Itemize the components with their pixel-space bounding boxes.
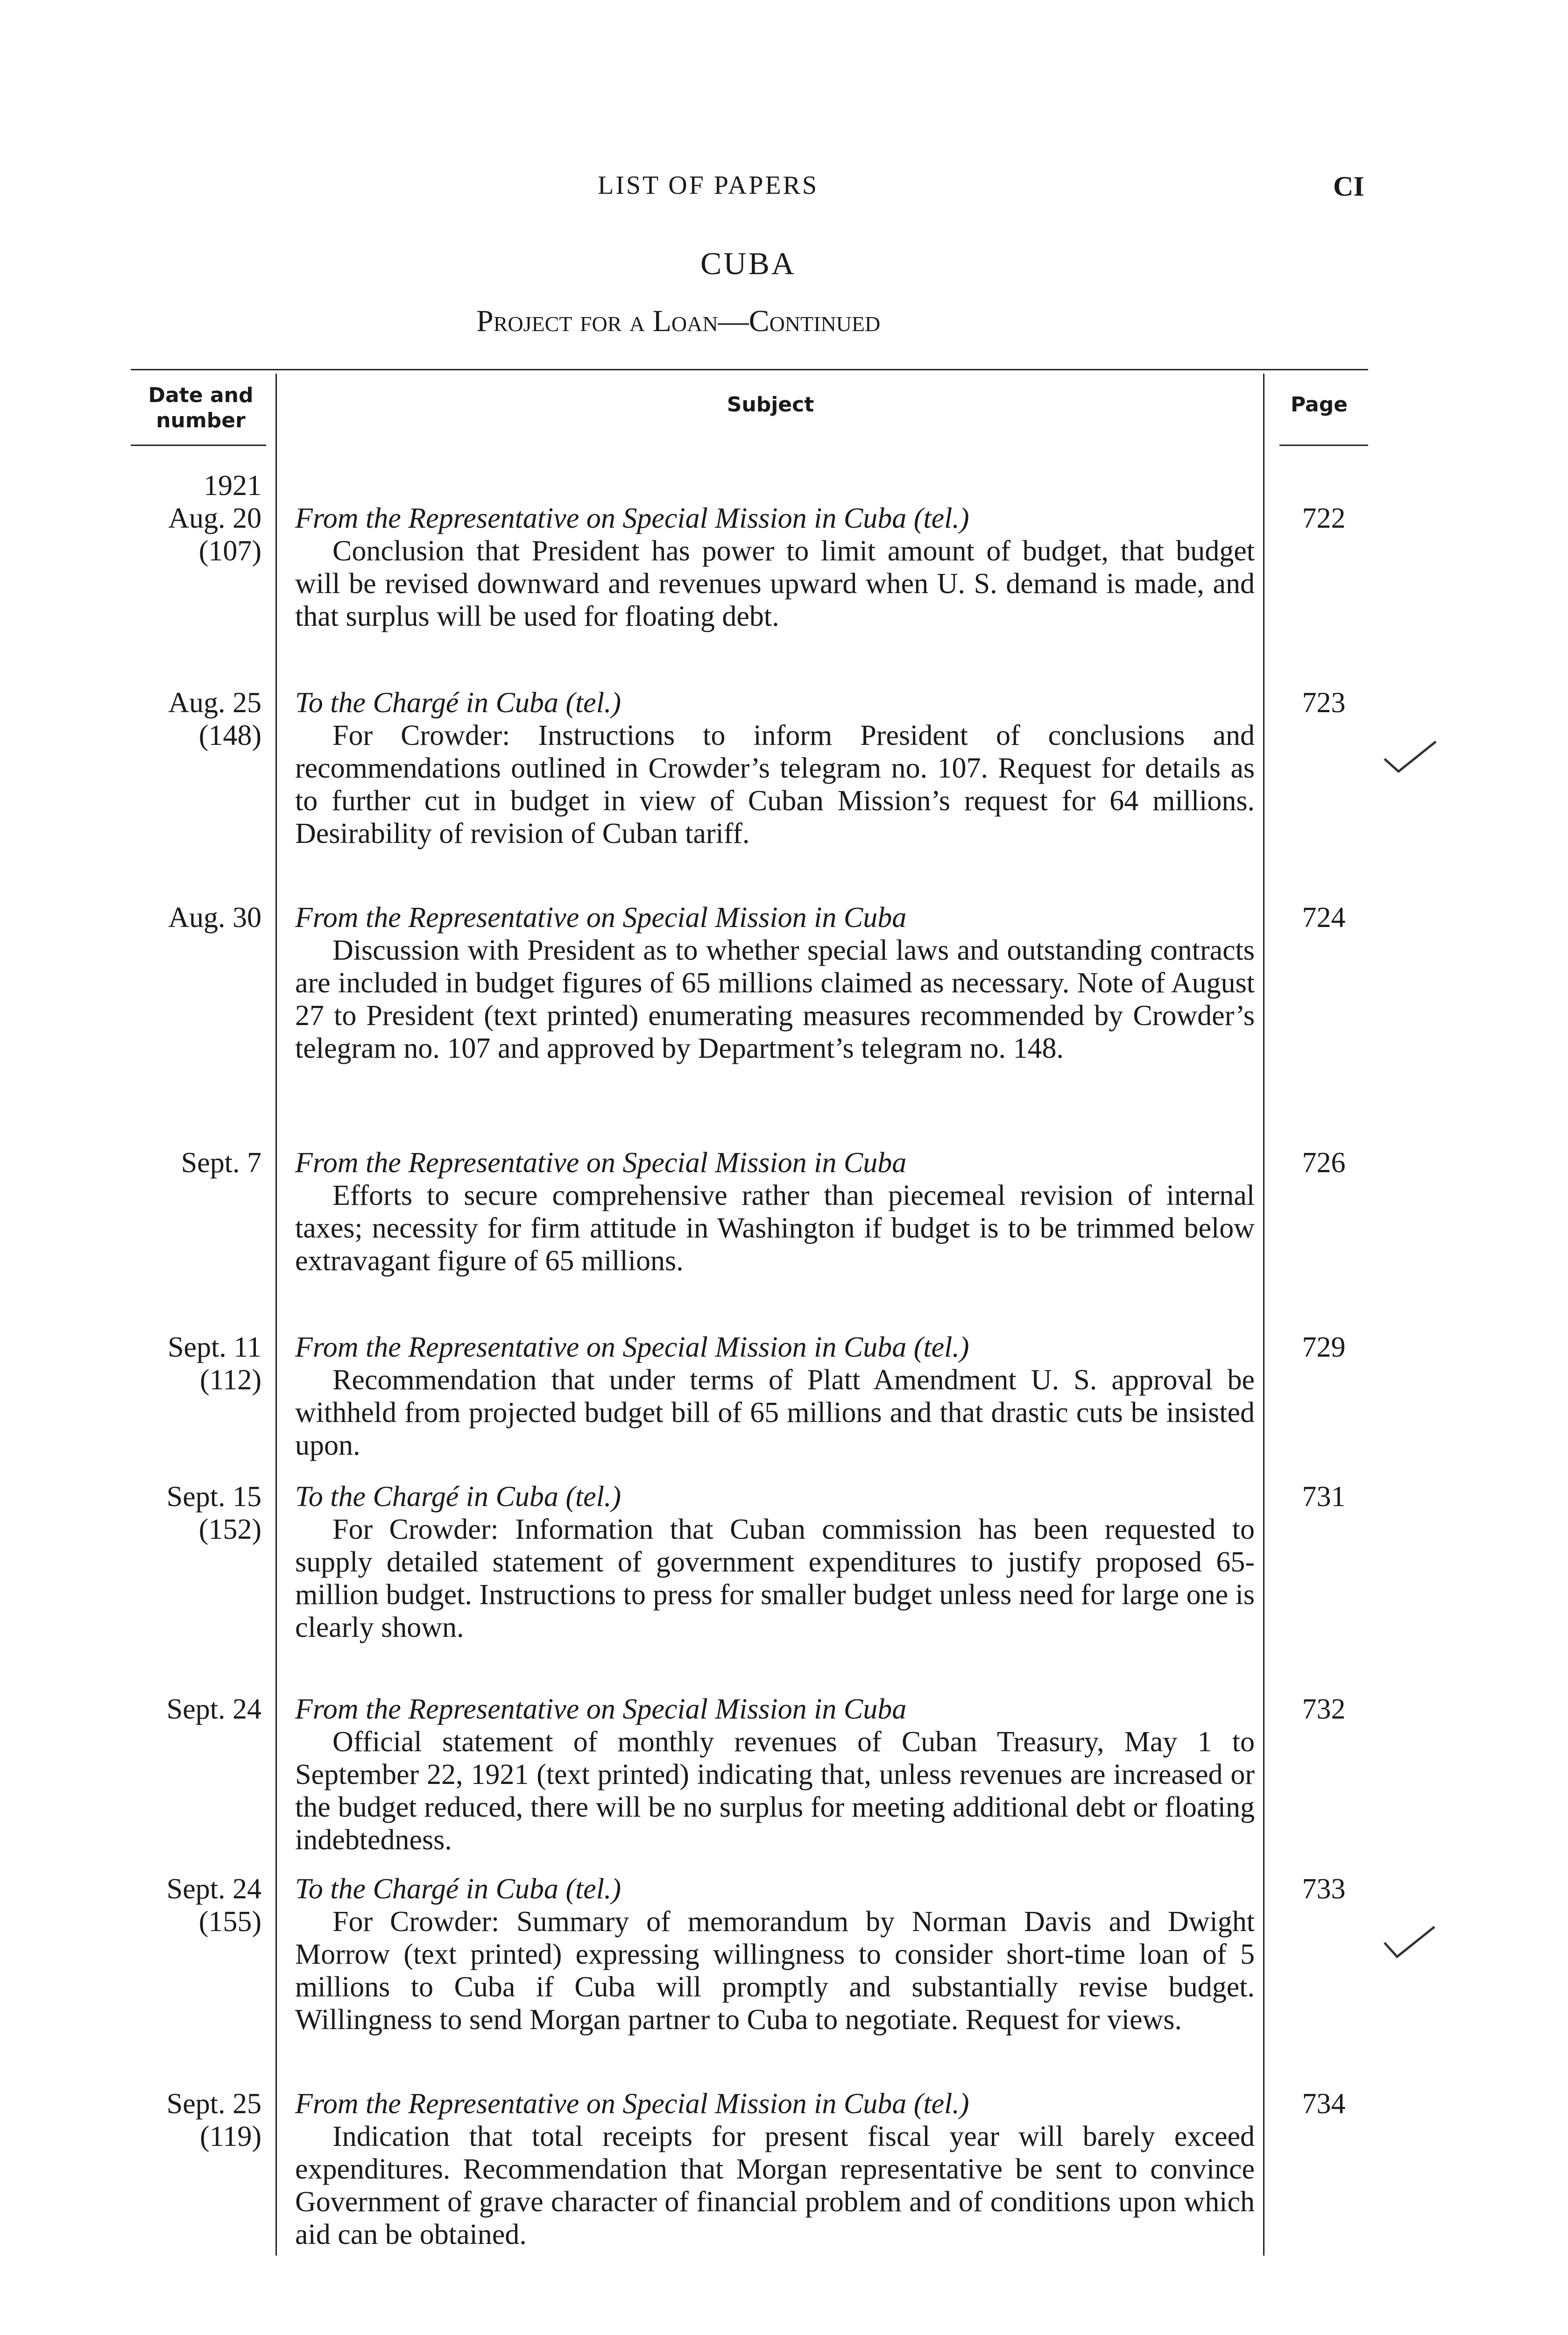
- entry-title: To the Chargé in Cuba (tel.): [295, 687, 622, 719]
- entry-description: For Crowder: Information that Cuban commission has been requested to supply detailed statement of government expenditures to justify proposed 65-million budget. Instructions to press for smaller budget unless need for large one is clearly shown.: [295, 1514, 1255, 1643]
- entry-date-cell: [126, 901, 261, 934]
- entry-date: Sept. 25: [166, 2088, 261, 2120]
- entry-date: Sept. 24: [166, 1873, 261, 1905]
- entry-date-cell: [126, 469, 261, 567]
- entry-date: Aug. 25: [168, 687, 261, 719]
- entry-year: 1921: [204, 470, 261, 502]
- entry-title: From the Representative on Special Mission in Cuba: [295, 902, 907, 934]
- entry-date: Sept. 11: [168, 1331, 261, 1363]
- entry-title: To the Chargé in Cuba (tel.): [295, 1481, 622, 1513]
- entry-title: From the Representative on Special Mission in Cuba (tel.): [295, 1331, 969, 1363]
- entry-page: 734: [1302, 2088, 1346, 2120]
- entry-description: Official statement of monthly revenues of Cuban Treasury, May 1 to September 22, 1921 (text printed) indicating that, unless revenues are increased or the budget reduced, there will be no surplus for meeting additional debt or floating indebtedness.: [295, 1726, 1255, 1856]
- running-head: [0, 170, 1568, 208]
- entry-subject: [295, 686, 1255, 850]
- check-mark-icon: [1382, 1924, 1438, 1961]
- entry-page: 724: [1302, 902, 1346, 934]
- entry-page: 726: [1302, 1147, 1346, 1179]
- entry-subject: [295, 1693, 1255, 1856]
- column-divider-right: [1263, 374, 1264, 2256]
- entry-date-cell: [126, 2087, 261, 2153]
- entry-description: For Crowder: Instructions to inform President of conclusions and recommendations outlined in Crowder’s telegram no. 107. Request for details as to further cut in budget in view of Cuban Mission’s request for 64 millions. Desirability of revision of Cuban tariff.: [295, 720, 1255, 849]
- running-title: LIST OF PAPERS: [598, 171, 819, 200]
- header-rule-page: [1279, 445, 1368, 446]
- entry-page: 732: [1302, 1693, 1346, 1725]
- column-header-date: Date and number: [148, 383, 254, 432]
- entry-subject: [295, 2087, 1255, 2251]
- entry-date-cell: [126, 1873, 261, 1938]
- entry-date: Aug. 20: [168, 502, 261, 534]
- entry-subject: [295, 1480, 1255, 1644]
- entry-date: Sept. 15: [166, 1481, 261, 1513]
- entry-title: To the Chargé in Cuba (tel.): [295, 1873, 622, 1905]
- entry-title: From the Representative on Special Mission in Cuba (tel.): [295, 502, 969, 534]
- entry-number: (107): [198, 535, 261, 567]
- entry-date: Aug. 30: [168, 902, 261, 934]
- entry-title: From the Representative on Special Mission in Cuba: [295, 1693, 907, 1725]
- column-header-subject: Subject: [727, 393, 814, 417]
- table-top-rule: [131, 369, 1368, 370]
- entry-number: (155): [198, 1906, 261, 1938]
- entry-title: From the Representative on Special Mission in Cuba (tel.): [295, 2088, 969, 2120]
- entry-date-cell: [126, 1480, 261, 1546]
- entry-description: Efforts to secure comprehensive rather than piecemeal revision of internal taxes; necessity for firm attitude in Washington if budget is to be trimmed below extravagant figure of 65 millions.: [295, 1180, 1255, 1277]
- entry-page: 723: [1302, 687, 1346, 719]
- page-number: CI: [1333, 171, 1364, 202]
- entry-description: Conclusion that President has power to limit amount of budget, that budget will be revised downward and revenues upward when U. S. demand is made, and that surplus will be used for floating debt.: [295, 535, 1255, 632]
- entry-date: Sept. 24: [166, 1693, 261, 1725]
- entry-description: Discussion with President as to whether special laws and outstanding contracts are included in budget figures of 65 millions claimed as necessary. Note of August 27 to President (text printed) enumerating measures recommended by Crowder’s telegram no. 107 and approved by Department’s telegram no. 148.: [295, 934, 1255, 1064]
- entry-date: Sept. 7: [181, 1147, 261, 1179]
- entry-date-cell: [126, 1693, 261, 1726]
- entry-title: From the Representative on Special Mission in Cuba: [295, 1147, 907, 1179]
- entry-number: (112): [200, 1364, 261, 1396]
- country-heading: CUBA: [700, 246, 796, 281]
- section-heading: Project for a Loan—Continued: [476, 304, 881, 338]
- check-mark-icon: [1382, 738, 1438, 775]
- entry-subject: [295, 1146, 1255, 1277]
- entry-date-cell: [126, 686, 261, 752]
- entry-date-cell: [126, 1146, 261, 1179]
- entry-description: Recommendation that under terms of Platt Amendment U. S. approval be withheld from projected budget bill of 65 millions and that drastic cuts be insisted upon.: [295, 1364, 1255, 1461]
- entry-number: (148): [198, 720, 261, 751]
- entry-date-cell: [126, 1331, 261, 1396]
- header-rule-date: [131, 445, 266, 446]
- entry-subject: [295, 901, 1255, 1065]
- entry-page: 731: [1302, 1481, 1346, 1513]
- column-divider-left: [275, 374, 277, 2256]
- entry-description: Indication that total receipts for present fiscal year will barely exceed expenditures. Recommendation that Morgan representative be sent to convince Government of grave character of financial problem and of conditions upon which aid can be obtained.: [295, 2121, 1255, 2250]
- entry-number: (152): [198, 1514, 261, 1545]
- entry-subject: [295, 502, 1255, 633]
- entry-page: 722: [1302, 502, 1346, 534]
- entry-description: For Crowder: Summary of memorandum by Norman Davis and Dwight Morrow (text printed) expressing willingness to consider short-time loan of 5 millions to Cuba if Cuba will promptly and substantially revise budget. Willingness to send Morgan partner to Cuba to negotiate. Request for views.: [295, 1906, 1255, 2036]
- entry-subject: [295, 1873, 1255, 2036]
- entry-number: (119): [200, 2121, 261, 2152]
- entry-page: 729: [1302, 1331, 1346, 1363]
- column-header-page: Page: [1290, 393, 1348, 417]
- entry-page: 733: [1302, 1873, 1346, 1905]
- entry-subject: [295, 1331, 1255, 1462]
